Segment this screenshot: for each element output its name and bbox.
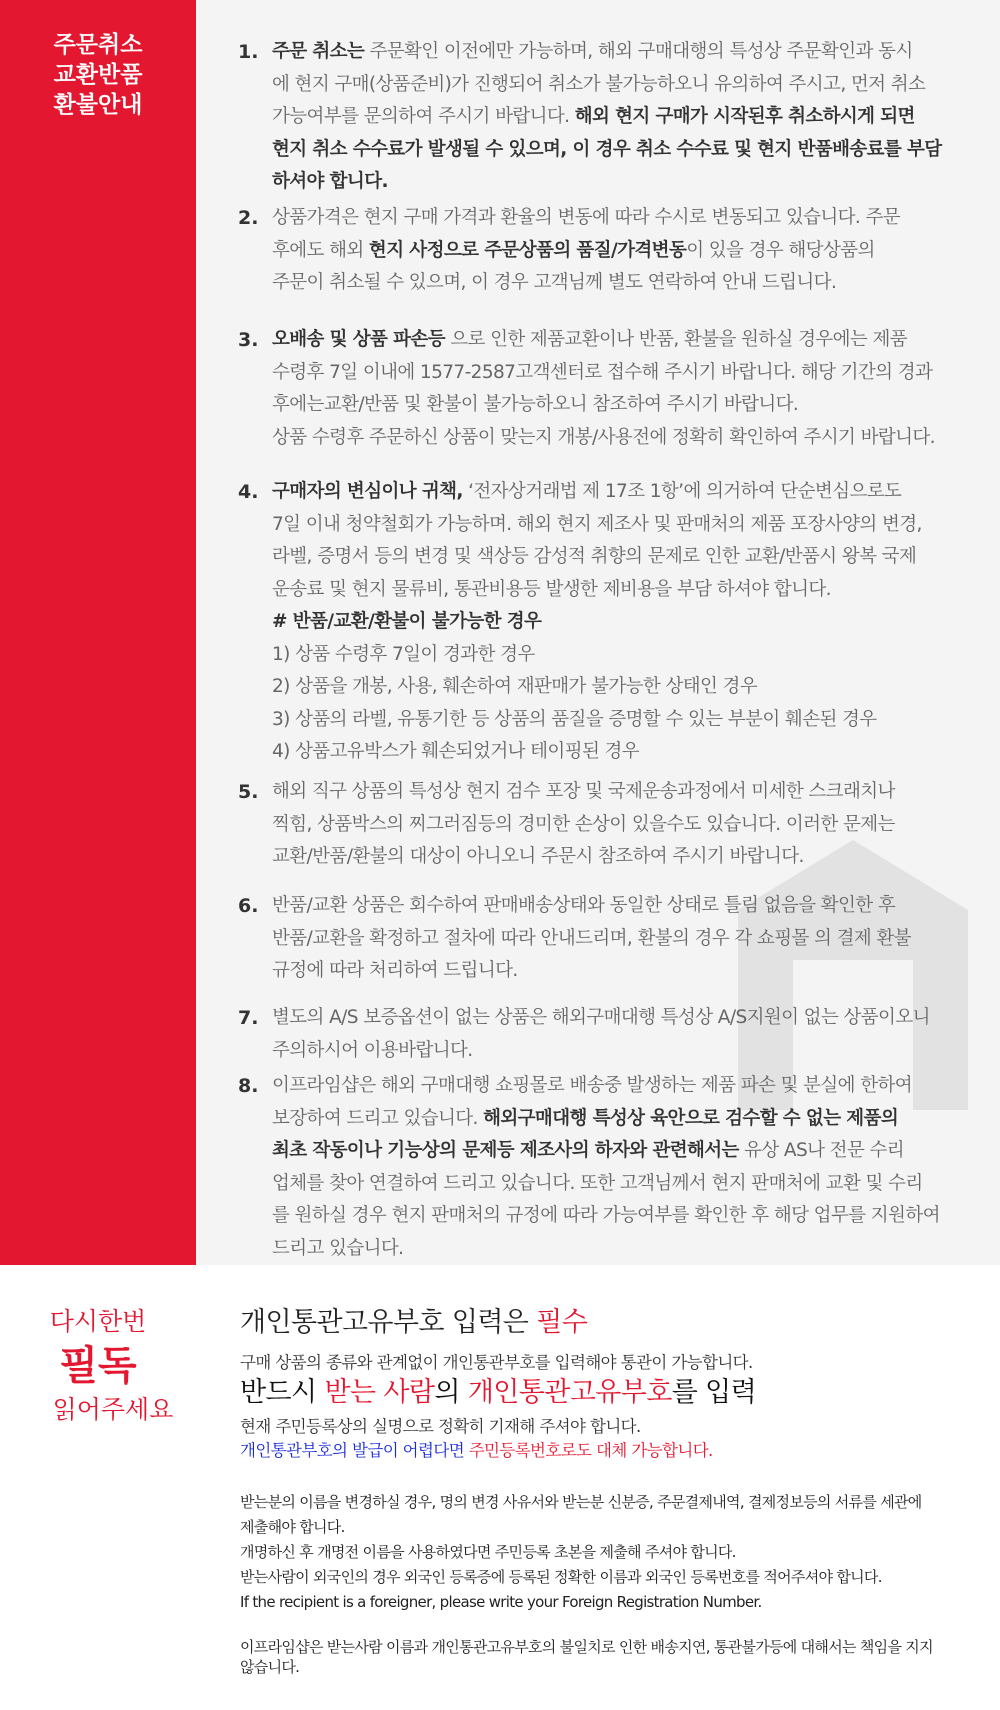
policy-item-number: 8. (238, 1075, 259, 1097)
policy-text: 이 있을 경우 해당상품의 (686, 239, 875, 261)
policy-text: 후에는교환/반품 및 환불이 불가능하오니 참조하여 주시기 바랍니다. (272, 394, 799, 415)
policy-line (272, 357, 994, 390)
policy-text: 4) 상품고유박스가 훼손되었거나 테이핑된 경우 (272, 741, 640, 762)
emph-text: 의 (434, 1377, 468, 1408)
policy-line (272, 890, 994, 923)
policy-item-number: 6. (238, 895, 259, 917)
sidebar-title-line: 환불안내 (53, 92, 143, 118)
policy-item-number: 5. (238, 781, 259, 803)
policy-text-bold: 오배송 및 상품 파손등 (272, 329, 445, 350)
policy-item-body (272, 36, 994, 199)
policy-line (272, 476, 994, 509)
policy-text: 드리고 있습니다. (272, 1237, 404, 1259)
policy-line (272, 1135, 994, 1168)
policy-text: 운송료 및 현지 물류비, 통관비용등 발생한 제비용을 부담 하셔야 합니다. (272, 578, 831, 600)
policy-text-bold: 하셔야 합니다. (272, 171, 388, 192)
policy-text: 이프라임샵은 해외 구매대행 쇼핑몰로 배송중 발생하는 제품 파손 및 분실에 한하여 (272, 1075, 913, 1096)
policy-text: 유상 AS나 전문 수리 (738, 1140, 905, 1161)
policy-line (272, 509, 994, 542)
policy-item-body (272, 324, 994, 454)
notice-alt-blue: 개인통관부호의 발급이 어렵다면 (240, 1441, 469, 1460)
sidebar-title (0, 30, 196, 120)
detail-line: 제출해야 합니다. (240, 1518, 345, 1536)
policy-line (272, 134, 994, 167)
policy-item-body (272, 776, 994, 874)
policy-text-bold: 주문 취소는 (272, 41, 365, 62)
policy-text: 2) 상품을 개봉, 사용, 훼손하여 재판매가 불가능한 상태인 경우 (272, 676, 758, 697)
emph-red: 받는 사람 (324, 1377, 435, 1408)
policy-text: 반품/교환을 확정하고 절차에 따라 안내드리며, 환불의 경우 각 쇼핑몰 의 결제 환불 (272, 927, 911, 949)
policy-text: 별도의 A/S 보증옵션이 없는 상품은 해외구매대행 특성상 A/S지원이 없는 상품이오니 (272, 1007, 930, 1028)
policy-item-body (272, 476, 994, 769)
notice-details (240, 1490, 980, 1674)
policy-text: 업체를 찾아 연결하여 드리고 있습니다. 또한 고객님께서 현지 판매처에 교환 및 수리 (272, 1172, 923, 1194)
detail-disclaimer: 이프라임샵은 받는사람 이름과 개인통관고유부호의 불일치로 인한 배송지연, 통관불가등에 대해서는 책임을 지지 (240, 1638, 933, 1656)
policy-text-bold: 해외구매대행 특성상 육안으로 검수할 수 없는 제품의 (483, 1107, 899, 1129)
policy-text: 라벨, 증명서 등의 변경 및 색상등 감성적 취향의 문제로 인한 교환/반품시 왕복 국제 (272, 546, 917, 567)
policy-line (272, 923, 994, 956)
notice-heading (240, 1305, 990, 1341)
emph-text: 를 입력 (671, 1377, 757, 1408)
emph-red: 개인통관고유부호 (467, 1377, 672, 1408)
policy-item-number: 3. (238, 329, 259, 351)
policy-line (272, 606, 994, 639)
policy-text: 7일 이내 청약철회가 가능하며. 해외 현지 제조사 및 판매처의 제품 포장사양의 변경, (272, 513, 922, 535)
notice-paragraph: 현재 주민등록상의 실명으로 정확히 기재해 주셔야 합니다. (240, 1417, 641, 1436)
policy-line (272, 704, 994, 737)
notice-section (0, 1265, 1000, 1710)
policy-item-number: 7. (238, 1007, 259, 1029)
policy-line (272, 1168, 994, 1201)
policy-line (272, 1200, 994, 1233)
policy-line (272, 389, 994, 422)
policy-line (272, 809, 994, 842)
policy-text-bold: 최초 작동이나 기능상의 문제등 제조사의 하자와 관련해서는 (272, 1140, 739, 1161)
policy-text: 으로 인한 제품교환이나 반품, 환불을 원하실 경우에는 제품 (444, 329, 908, 350)
detail-line: 받는사람이 외국인의 경우 외국인 등록증에 등록된 정확한 이름과 외국인 등록번호를 적어주셔야 합니다. (240, 1568, 882, 1586)
sidebar-title-line: 주문취소 (53, 32, 143, 58)
policy-item-body (272, 890, 994, 988)
must-read-label (0, 1305, 196, 1427)
must-read-line2: 필독 (59, 1343, 137, 1389)
policy-text: 상품 수령후 주문하신 상품이 맞는지 개봉/사용전에 정확히 확인하여 주시기 바랍니다. (272, 426, 935, 448)
policy-line (272, 1002, 994, 1035)
policy-text: 후에도 해외 (272, 239, 369, 261)
policy-text: 해외 직구 상품의 특성상 현지 검수 포장 및 국제운송과정에서 미세한 스크래치나 (272, 781, 895, 802)
policy-line (272, 1233, 994, 1266)
detail-disclaimer: 않습니다. (240, 1658, 300, 1676)
policy-text: 규정에 따라 처리하여 드립니다. (272, 960, 518, 981)
policy-text: 상품가격은 현지 구매 가격과 환율의 변동에 따라 수시로 변동되고 있습니다. 주문 (272, 207, 901, 228)
policy-text: 교환/반품/환불의 대상이 아니오니 주문시 참조하여 주시기 바랍니다. (272, 846, 804, 867)
must-read-line1: 다시한번 (49, 1307, 147, 1336)
policy-line (272, 776, 994, 809)
sidebar-title-line: 교환반품 (53, 62, 143, 88)
policy-text-bold: 현지 사정으로 주문상품의 품질/가격변동 (368, 239, 687, 261)
policy-text: 보장하여 드리고 있습니다. (272, 1107, 484, 1129)
policy-text: 주문이 취소될 수 있으며, 이 경우 고객님께 별도 연락하여 안내 드립니다. (272, 272, 837, 293)
policy-text: 주의하시어 이용바랍니다. (272, 1039, 473, 1061)
policy-line (272, 574, 994, 607)
notice-heading-text: 개인통관고유부호 입력은 (240, 1307, 537, 1338)
policy-line (272, 36, 994, 69)
policy-line (272, 101, 994, 134)
policy-item-number: 4. (238, 481, 259, 503)
detail-line-english: If the recipient is a foreigner, please write your Foreign Registration Number. (240, 1593, 762, 1611)
policy-text-bold: 구매자의 변심이나 귀책, (272, 481, 463, 502)
policy-line (272, 639, 994, 672)
must-read-line3: 읽어주세요 (52, 1395, 174, 1424)
policy-text: 반품/교환 상품은 회수하여 판매배송상태와 동일한 상태로 틀림 없음을 확인한 후 (272, 895, 896, 916)
policy-text: 수령후 7일 이내에 1577-2587고객센터로 접수해 주시기 바랍니다. 해당 기간의 경과 (272, 361, 933, 383)
policy-text-bold: # 반품/교환/환불이 불가능한 경우 (272, 611, 542, 632)
policy-line (272, 1103, 994, 1136)
notice-heading-required: 필수 (536, 1307, 588, 1338)
policy-line (272, 671, 994, 704)
policy-text: 가능여부를 문의하여 주시기 바랍니다. (272, 106, 575, 127)
policy-line (272, 324, 994, 357)
policy-line (272, 841, 994, 874)
customs-notice (240, 1305, 990, 1463)
policy-line (272, 736, 994, 769)
policy-text: 주문확인 이전에만 가능하며, 해외 구매대행의 특성상 주문확인과 동시 (364, 41, 913, 62)
sidebar (0, 0, 196, 1265)
policy-line (272, 69, 994, 102)
detail-line: 개명하신 후 개명전 이름을 사용하였다면 주민등록 초본을 제출해 주셔야 합니다. (240, 1543, 736, 1561)
policy-line (272, 1070, 994, 1103)
policy-line (272, 422, 994, 455)
detail-line: 받는분의 이름을 변경하실 경우, 명의 변경 사유서와 받는분 신분증, 주문결제내역, 결제정보등의 서류를 세관에 (240, 1493, 922, 1511)
notice-paragraph: 구매 상품의 종류와 관계없이 개인통관부호를 입력해야 통관이 가능합니다. (240, 1353, 753, 1372)
policy-item-number: 2. (238, 207, 259, 229)
policy-text: 를 원하실 경우 현지 판매처의 규정에 따라 가능여부를 확인한 후 해당 업무를 지원하여 (272, 1205, 940, 1226)
policy-text: ‘전자상거래법 제 17조 1항’에 의거하여 단순변심으로도 (462, 481, 902, 502)
policy-line (272, 1035, 994, 1068)
policy-line (272, 202, 994, 235)
policy-text-bold: 현지 취소 수수료가 발생될 수 있으며, 이 경우 취소 수수료 및 현지 반품배송료를 부담 (272, 138, 942, 160)
policy-item-body (272, 1070, 994, 1265)
policy-text: 찍힘, 상품박스의 찌그러짐등의 경미한 손상이 있을수도 있습니다. 이러한 문제는 (272, 813, 895, 835)
policy-line (272, 166, 994, 199)
policy-item-body (272, 1002, 994, 1067)
policy-item-number: 1. (238, 41, 259, 63)
policy-item-body (272, 202, 994, 300)
policy-line (272, 541, 994, 574)
policy-line (272, 267, 994, 300)
policy-text: 1) 상품 수령후 7일이 경과한 경우 (272, 643, 535, 665)
policy-text-bold: 해외 현지 구매가 시작된후 취소하시게 되면 (574, 106, 915, 127)
policy-text: 에 현지 구매(상품준비)가 진행되어 취소가 불가능하오니 유의하여 주시고, 먼저 취소 (272, 73, 926, 95)
notice-alt (240, 1439, 990, 1463)
notice-emphasis (240, 1375, 990, 1411)
policy-text: 3) 상품의 라벨, 유통기한 등 상품의 품질을 증명할 수 있는 부분이 훼손된 경우 (272, 708, 877, 730)
notice-alt-red: 주민등록번호로도 대체 가능합니다. (468, 1441, 713, 1460)
emph-text: 반드시 (240, 1377, 325, 1408)
policy-line (272, 955, 994, 988)
policy-line (272, 235, 994, 268)
